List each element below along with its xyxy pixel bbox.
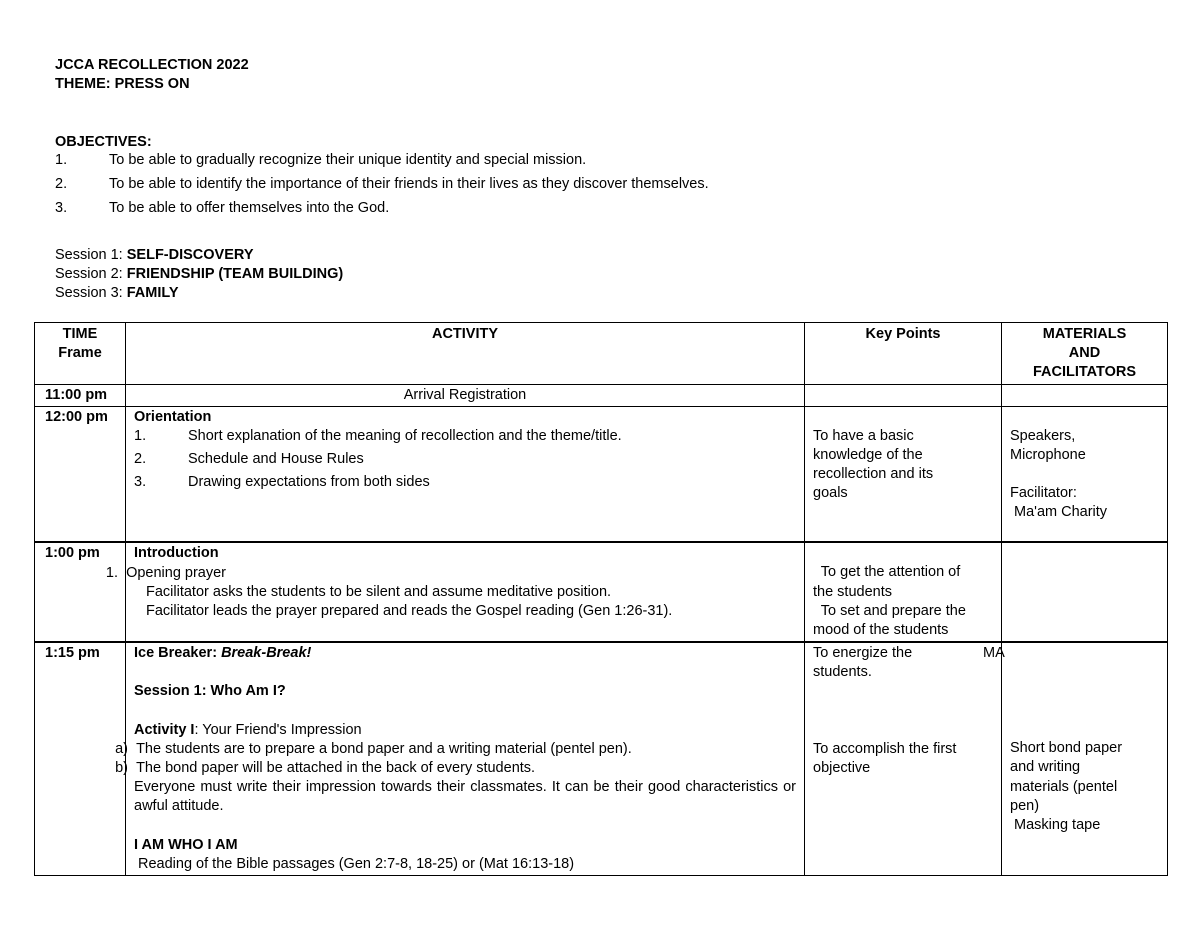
objective-number: 3. <box>55 200 68 216</box>
key-points-cell <box>805 384 1002 406</box>
activity-cell <box>115 642 805 875</box>
time-cell: 1:15 pm <box>35 642 126 875</box>
table-row <box>35 642 1168 875</box>
materials-cell: Speakers, Microphone Facilitator: Ma'am Charity <box>1002 406 1168 542</box>
overflow-text: MA <box>983 645 1005 662</box>
header-time-frame: TIME Frame <box>35 323 126 385</box>
table-row <box>35 542 1168 642</box>
list-item: b) The bond paper will be attached in the back of every students. <box>115 759 536 776</box>
schedule-table <box>34 322 1168 876</box>
theme-label: THEME <box>55 76 106 92</box>
document-theme <box>55 75 190 94</box>
objective-item <box>55 175 709 194</box>
session-label: Session 1: <box>55 247 127 263</box>
objectives-heading: OBJECTIVES: <box>55 134 152 150</box>
session-item <box>55 284 179 303</box>
iam-text: Reading of the Bible passages (Gen 2:7-8, 18-25) or (Mat 16:13-18) <box>138 855 575 872</box>
materials-cell <box>1002 384 1168 406</box>
key-points-cell: To energize the students. MA To accomplish the first objective <box>805 642 1002 875</box>
key-points-cell: To get the attention of the students To set and prepare the mood of the students <box>805 542 1002 642</box>
table-header-row <box>35 323 1168 385</box>
key-points-cell: To have a basic knowledge of the recollection and its goals <box>805 406 1002 542</box>
iam-title: I AM WHO I AM <box>134 836 238 853</box>
header-activity: ACTIVITY <box>126 323 805 385</box>
objective-number: 2. <box>55 176 68 192</box>
objective-text: To be able to offer themselves into the God. <box>109 200 390 216</box>
list-item: 3. Drawing expectations from both sides <box>134 474 430 491</box>
objective-item <box>55 151 586 170</box>
table-row <box>35 384 1168 406</box>
session-item <box>55 265 343 284</box>
document-title: JCCA RECOLLECTION 2022 <box>55 57 249 73</box>
objective-item <box>55 199 389 218</box>
list-item: 1. Opening prayer <box>105 564 227 581</box>
activity-title: Introduction <box>134 545 219 562</box>
activity-heading: Activity I: Your Friend's Impression <box>134 721 362 738</box>
session-label: Session 2: <box>55 266 127 282</box>
time-cell: 12:00 pm <box>35 406 126 542</box>
list-item: 1. Short explanation of the meaning of recollection and the theme/title. <box>134 428 622 445</box>
objective-text: To be able to gradually recognize their unique identity and special mission. <box>109 152 587 168</box>
theme-value: : PRESS ON <box>105 76 190 92</box>
activity-paragraph: Everyone must write their impression towards their classmates. It can be their good characteristics or awful attitude. <box>134 779 796 815</box>
session-title: SELF-DISCOVERY <box>126 247 254 263</box>
table-row <box>35 406 1168 542</box>
session-heading: Session 1: Who Am I? <box>134 683 286 700</box>
activity-cell: Arrival Registration <box>126 384 805 406</box>
session-title: FRIENDSHIP (TEAM BUILDING) <box>126 266 344 282</box>
time-cell: 11:00 pm <box>35 384 126 406</box>
header-key-points: Key Points <box>805 323 1002 385</box>
objective-number: 1. <box>55 152 68 168</box>
icebreaker: Ice Breaker: Break-Break! <box>134 645 312 662</box>
list-item: 2. Schedule and House Rules <box>134 451 364 468</box>
time-cell: 1:00 pm <box>35 542 126 642</box>
activity-cell: Introduction 1. Opening prayer Facilitator asks the students to be silent and assume meditative position. Facilitator leads the prayer prepared and reads the Gospel reading (Gen 1:26-31). <box>126 542 805 642</box>
session-title: FAMILY <box>126 285 179 301</box>
header-materials: MATERIALS AND FACILITATORS <box>1002 323 1168 385</box>
activity-title: Orientation <box>134 408 212 425</box>
activity-cell <box>126 406 805 542</box>
session-item <box>55 246 254 265</box>
list-item: a) The students are to prepare a bond paper and a writing material (pentel pen). <box>115 740 632 757</box>
session-label: Session 3: <box>55 285 127 301</box>
materials-cell: Short bond paper and writing materials (pentel pen) Masking tape <box>1002 642 1168 875</box>
materials-cell <box>1002 542 1168 642</box>
objective-text: To be able to identify the importance of their friends in their lives as they discover themselves. <box>109 176 709 192</box>
